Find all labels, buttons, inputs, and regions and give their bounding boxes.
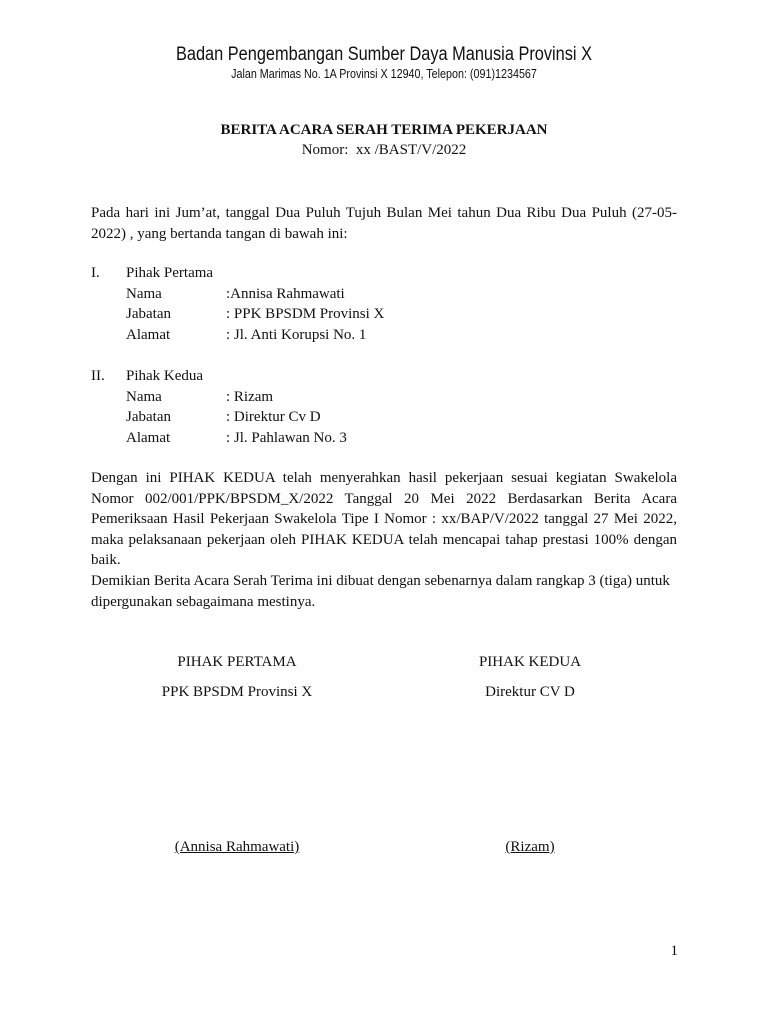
closing-paragraph: Demikian Berita Acara Serah Terima ini dibuat dengan sebenarnya dalam rangkap 3 (tiga) untuk dipergunakan sebagaimana mestinya. [91,573,670,610]
signature-left-heading: PIHAK PERTAMA [177,654,297,670]
field-value: : Rizam [226,388,274,405]
intro-paragraph: Pada hari ini Jum’at, tanggal Dua Puluh Tujuh Bulan Mei tahun Dua Ribu Dua Puluh (27-05-2022) , yang bertanda tangan di bawah ini: [91,205,677,242]
party-second-numeral: II. [91,368,105,384]
party-first-name-row [91,284,677,305]
field-label: Alamat [126,326,171,343]
field-value: : Direktur Cv D [226,409,321,426]
organization-name: Badan Pengembangan Sumber Daya Manusia Provinsi X [175,44,592,65]
field-label: Jabatan [126,409,171,426]
party-second-heading [91,366,677,387]
field-value: : PPK BPSDM Provinsi X [226,306,385,323]
document-title: BERITA ACARA SERAH TERIMA PEKERJAAN [220,122,548,138]
party-first [91,263,677,345]
party-first-heading [91,263,677,284]
party-first-numeral: I. [91,265,100,281]
field-label: Jabatan [126,306,171,323]
party-second-name-row [91,387,677,408]
party-second-title: Pihak Kedua [126,368,204,384]
party-second-address-row [91,428,677,449]
field-value: : Jl. Anti Korupsi No. 1 [226,326,367,343]
party-first-position-row [91,304,677,325]
body-paragraph: Dengan ini PIHAK KEDUA telah menyerahkan hasil pekerjaan sesuai kegiatan Swakelola Nomor 002/001/PPK/BPSDM_X/2022 Tanggal 20 Mei 2022 Berdasarkan Berita Acara Pemeriksaan Hasil Pekerjaan Swakelola Tipe I Nomor : xx/BAP/V/2022 tanggal 27 Mei 2022, maka pelaksanaan pekerjaan oleh PIHAK KEDUA telah mencapai tahap prestasi 100% dengan baik. [91,470,677,569]
organization-address: Jalan Marimas No. 1A Provinsi X 12940, Telepon: (091)1234567 [231,67,537,81]
signature-right-name: (Rizam) [505,839,555,855]
document-number: Nomor: xx /BAST/V/2022 [301,142,467,158]
party-first-address-row [91,325,677,346]
field-value: : Jl. Pahlawan No. 3 [226,429,347,446]
field-label: Nama [126,285,162,302]
party-second [91,366,677,448]
field-label: Alamat [126,429,171,446]
signature-right-role: Direktur CV D [485,684,575,700]
party-first-title: Pihak Pertama [126,265,214,281]
signature-right-heading: PIHAK KEDUA [478,654,582,670]
field-value: :Annisa Rahmawati [226,285,345,302]
signature-left-name: (Annisa Rahmawati) [174,839,300,855]
page-number: 1 [670,943,678,959]
field-label: Nama [126,388,162,405]
party-second-position-row [91,407,677,428]
signature-left-role: PPK BPSDM Provinsi X [161,684,313,700]
